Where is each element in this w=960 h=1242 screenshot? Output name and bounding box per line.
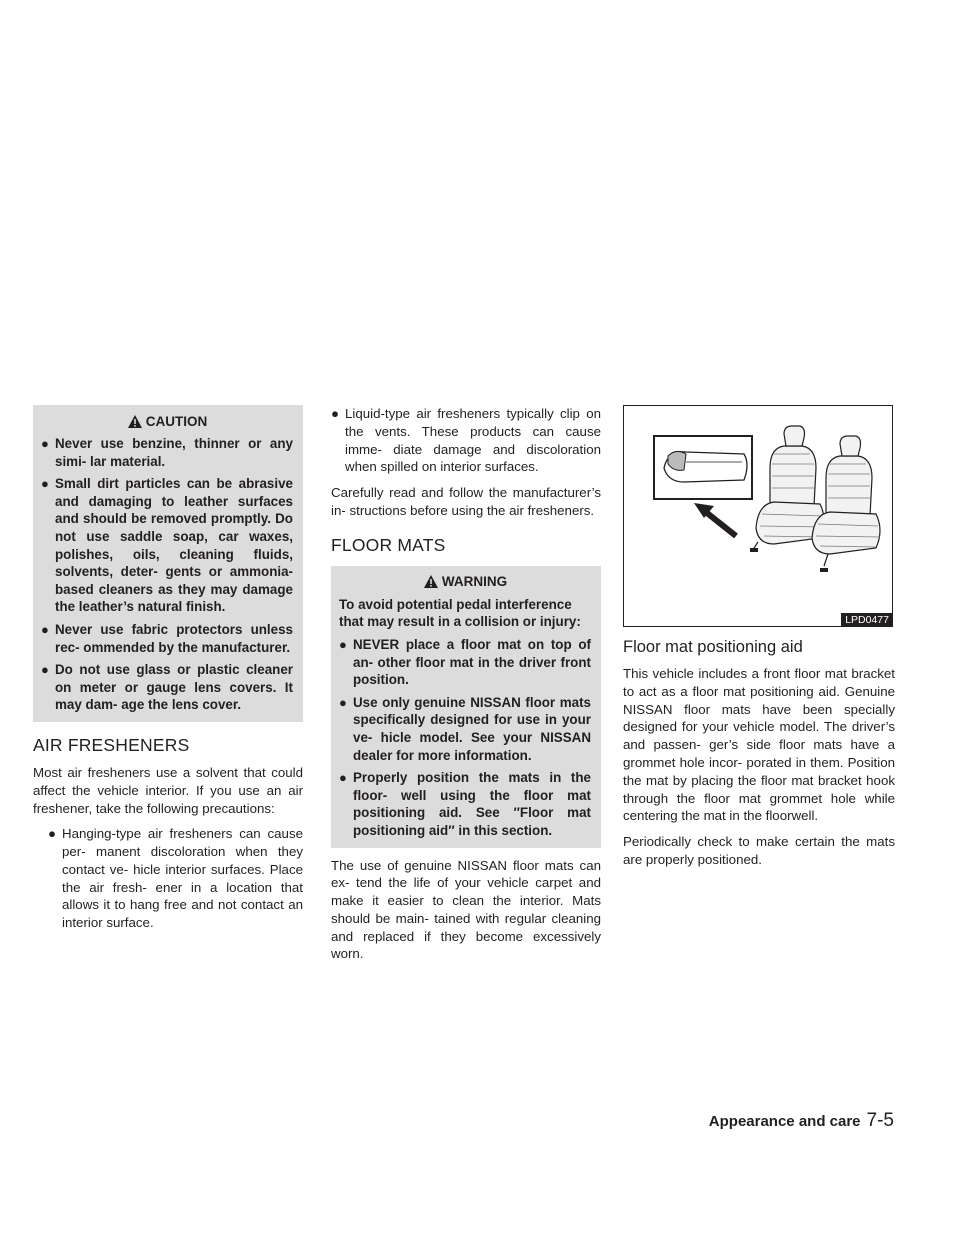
air-fresheners-heading: AIR FRESHENERS — [33, 734, 190, 755]
figure-label: LPD0477 — [841, 613, 892, 626]
bullet-icon: ● — [41, 621, 49, 637]
caution-header — [41, 411, 293, 431]
warning-header — [339, 572, 591, 592]
floor-mat-illustration — [623, 405, 893, 627]
air-fresheners-intro: Most air fresheners use a solvent that could affect the vehicle interior. If you use an air freshener, take the following precautions: — [33, 764, 303, 816]
bullet-icon: ● — [331, 406, 340, 421]
warning-item: ● NEVER place a floor mat on top of an- other floor mat in the driver front position. — [339, 636, 591, 688]
positioning-aid-heading: Floor mat positioning aid — [623, 638, 803, 656]
air-freshener-item: ● Liquid-type air fresheners typically clip on the vents. These products can cause imme- diate damage and discoloration when spilled on interior surfaces. — [331, 406, 601, 475]
floor-mats-body: The use of genuine NISSAN floor mats can ex- tend the life of your vehicle carpet and make it easier to clean the interior. Mats should be main- tained with regular cleaning and replaced if they become excessively worn. — [331, 857, 601, 962]
warning-intro: To avoid potential pedal interference that may result in a collision or injury: — [339, 596, 581, 630]
positioning-aid-para-2: Periodically check to make certain the mats are properly positioned. — [623, 834, 895, 867]
warning-item: ● Use only genuine NISSAN floor mats specifically designed for use in your ve- hicle model. See your NISSAN dealer for more information. — [339, 694, 591, 763]
warning-triangle-icon — [423, 574, 439, 589]
floor-mats-heading: FLOOR MATS — [331, 534, 446, 555]
caution-item: ● Never use benzine, thinner or any simi- lar material. — [41, 436, 293, 469]
column-left — [33, 405, 303, 940]
warning-box — [331, 566, 601, 848]
bullet-icon: ● — [41, 662, 49, 678]
air-fresheners-outro: Carefully read and follow the manufacturer’s in- structions before using the air fresheners. — [331, 485, 601, 518]
air-freshener-item: ● Hanging-type air fresheners can cause per- manent discoloration when they contact ve- hicle interior surfaces. Place the air fresh- ener in a location that allows it to hang free and not contact an interior surface. — [48, 826, 303, 931]
bullet-icon: ● — [339, 694, 347, 710]
caution-item: ● Small dirt particles can be abrasive and damaging to leather surfaces and should be removed promptly. Do not use saddle soap, car waxes, polishes, oils, cleaning fluids, solvents, deter- gents or ammonia-based cleaners as they may damage the leather’s natural finish. — [41, 476, 293, 615]
bullet-icon: ● — [339, 770, 347, 786]
footer-section-title: Appearance and care — [708, 1113, 861, 1130]
column-right — [623, 405, 895, 877]
warning-item: ● Properly position the mats in the floor- well using the floor mat positioning aid. See ″Floor mat positioning aid″ in this section. — [339, 770, 591, 838]
caution-box — [33, 405, 303, 722]
positioning-aid-para-1: This vehicle includes a front floor mat bracket to act as a floor mat positioning aid. Genuine NISSAN floor mats have been specially designed for your vehicle model. The driver’s and passen- ger’s side floor mats have a grommet hole incor- porated in them. Position the mat by placing the floor mat bracket hook through the floor mat grommet hole while centering the mat in the floorwell. — [623, 666, 895, 824]
bullet-icon: ● — [339, 636, 347, 652]
seat-illustration — [624, 406, 892, 626]
page-number: 7-5 — [866, 1110, 894, 1131]
warning-triangle-icon — [127, 414, 143, 429]
caution-item: ● Never use fabric protectors unless rec- ommended by the manufacturer. — [41, 621, 293, 655]
caution-item: ● Do not use glass or plastic cleaner on meter or gauge lens covers. It may dam- age the lens cover. — [41, 662, 293, 713]
column-middle — [331, 405, 601, 971]
page-footer — [709, 1110, 894, 1132]
caution-title: CAUTION — [145, 413, 208, 429]
bullet-icon: ● — [48, 826, 57, 842]
warning-title: WARNING — [441, 574, 508, 590]
bullet-icon: ● — [41, 436, 49, 451]
bullet-icon: ● — [41, 476, 49, 492]
